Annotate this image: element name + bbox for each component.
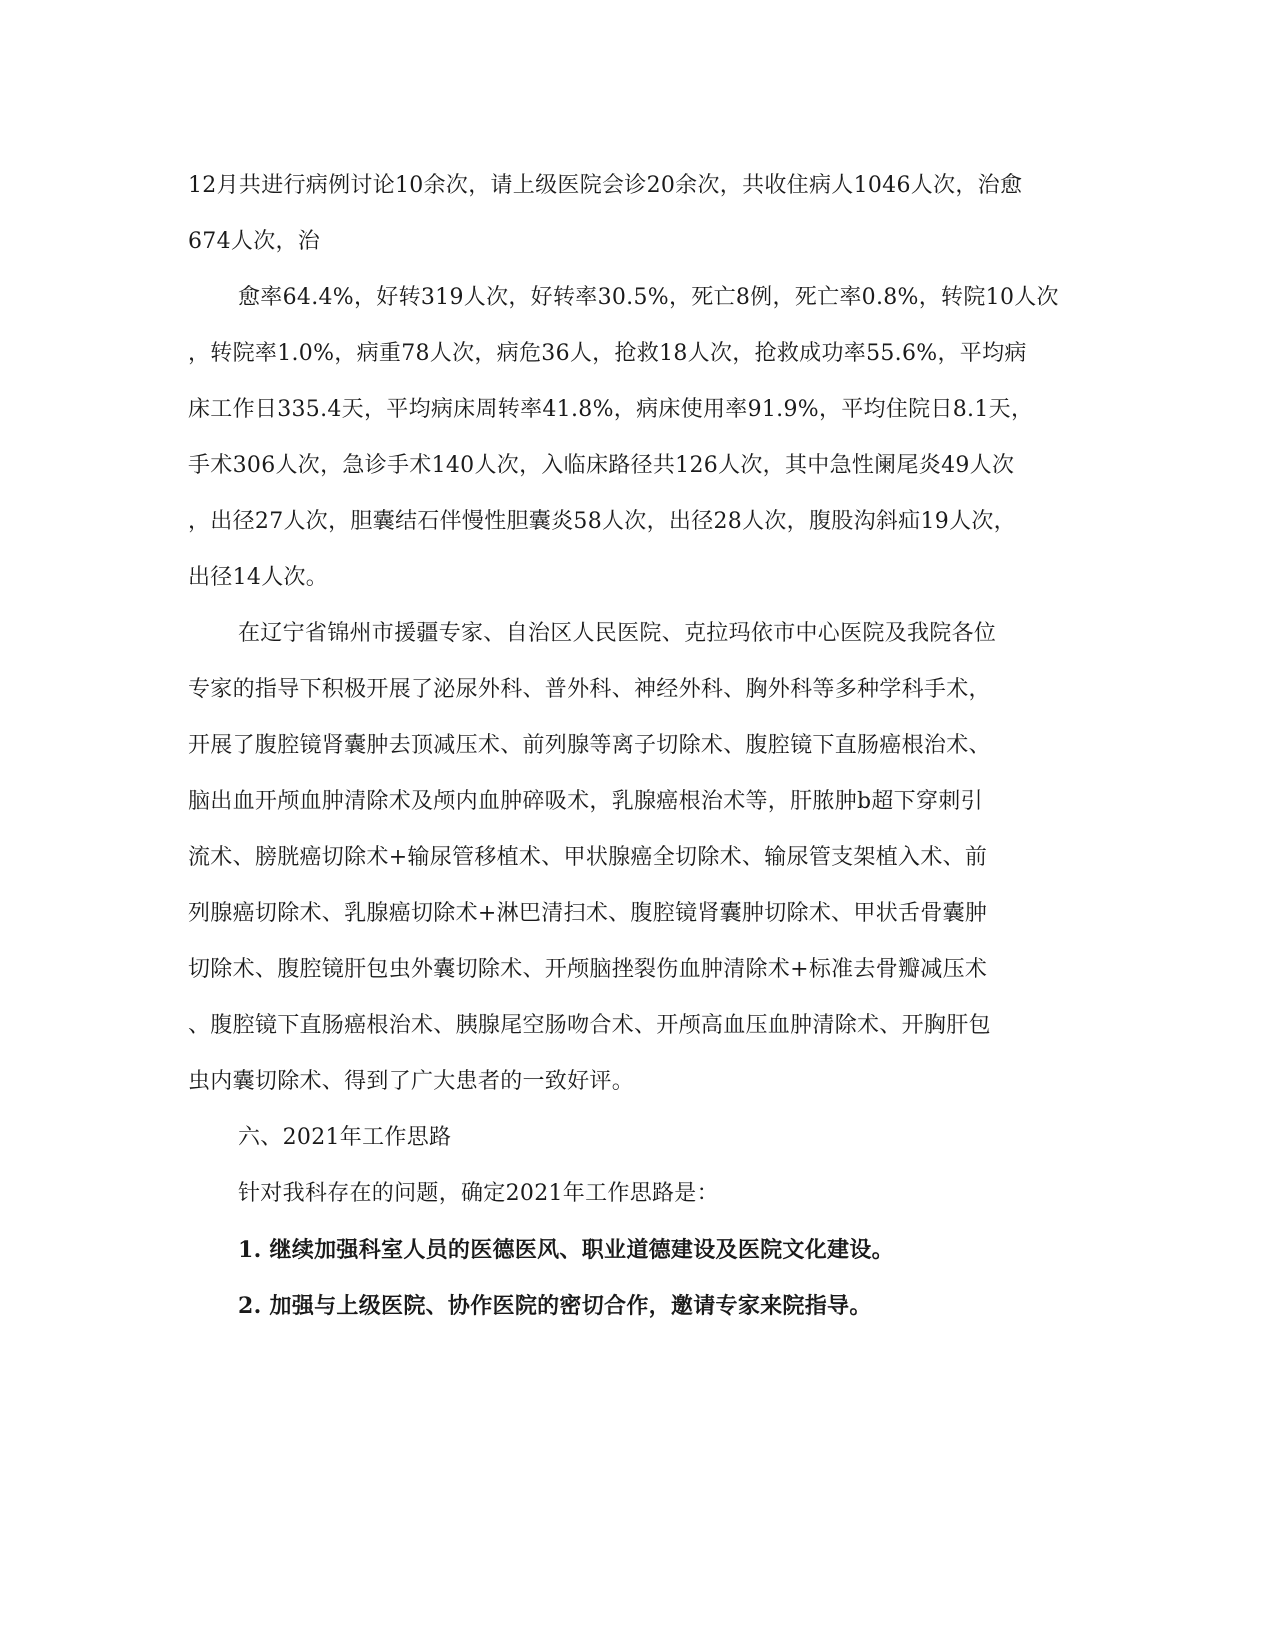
text-line: ，转院率1.0%，病重78人次，病危36人，抢救18人次，抢救成功率55.6%，平均病 (188, 341, 1027, 366)
text-line: 脑出血开颅血肿清除术及颅内血肿碎吸术，乳腺癌根治术等，肝脓肿b超下穿刺引 (188, 789, 983, 814)
text-line: 在辽宁省锦州市援疆专家、自治区人民医院、克拉玛依市中心医院及我院各位 (238, 621, 997, 646)
text-line: 流术、膀胱癌切除术+输尿管移植术、甲状腺癌全切除术、输尿管支架植入术、前 (188, 845, 988, 870)
text-line: 虫内囊切除术、得到了广大患者的一致好评。 (188, 1069, 635, 1094)
text-line: 专家的指导下积极开展了泌尿外科、普外科、神经外科、胸外科等多种学科手术， (188, 677, 991, 702)
text-line: 手术306人次，急诊手术140人次，入临床路径共126人次，其中急性阑尾炎49人次 (188, 453, 1015, 478)
text-line: ，出径27人次，胆囊结石伴慢性胆囊炎58人次，出径28人次，腹股沟斜疝19人次， (188, 509, 1016, 534)
text-line: 674人次，治 (188, 229, 321, 254)
text-line: 、腹腔镜下直肠癌根治术、胰腺尾空肠吻合术、开颅高血压血肿清除术、开胸肝包 (188, 1013, 991, 1038)
text-line: 切除术、腹腔镜肝包虫外囊切除术、开颅脑挫裂伤血肿清除术+标准去骨瓣减压术 (188, 957, 988, 982)
text-line: 开展了腹腔镜肾囊肿去顶减压术、前列腺等离子切除术、腹腔镜下直肠癌根治术、 (188, 733, 991, 758)
text-line: 愈率64.4%，好转319人次，好转率30.5%，死亡8例，死亡率0.8%，转院10人次 (238, 285, 1059, 310)
text-line: 床工作日335.4天，平均病床周转率41.8%，病床使用率91.9%，平均住院日8.1天， (188, 397, 1034, 422)
list-item: 2. 加强与上级医院、协作医院的密切合作，邀请专家来院指导。 (238, 1293, 872, 1319)
text-line: 出径14人次。 (188, 565, 329, 590)
text-line: 12月共进行病例讨论10余次，请上级医院会诊20余次，共收住病人1046人次，治愈 (188, 173, 1023, 198)
text-line: 针对我科存在的问题，确定2021年工作思路是： (238, 1181, 719, 1206)
list-item: 1. 继续加强科室人员的医德医风、职业道德建设及医院文化建设。 (238, 1237, 894, 1263)
section-heading: 六、2021年工作思路 (238, 1125, 452, 1150)
text-line: 列腺癌切除术、乳腺癌切除术+淋巴清扫术、腹腔镜肾囊肿切除术、甲状舌骨囊肿 (188, 901, 988, 926)
